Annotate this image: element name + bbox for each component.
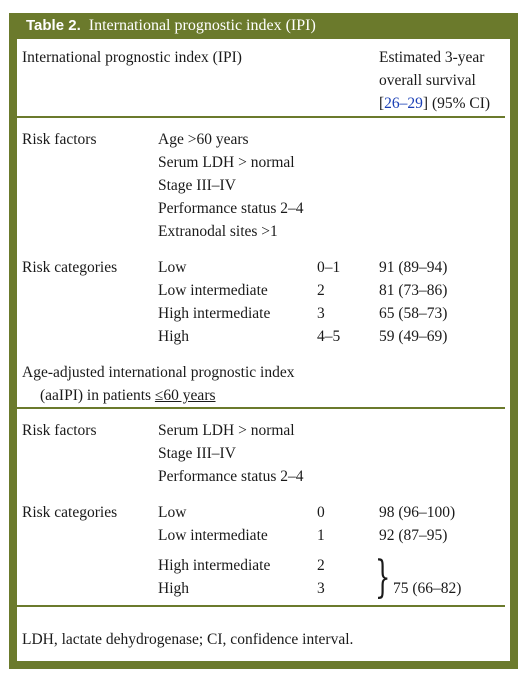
- ipi-category-survival: 91 (89–94): [379, 259, 448, 276]
- aaipi-risk-factors-label: Risk factors: [22, 422, 97, 439]
- aaipi-category-score: 2: [317, 557, 325, 574]
- aaipi-heading-line1: Age-adjusted international prognostic index: [22, 364, 295, 381]
- aaipi-category-score: 0: [317, 504, 325, 521]
- aaipi-risk-factor: Serum LDH > normal: [158, 422, 295, 439]
- ipi-category-score: 3: [317, 305, 325, 322]
- ipi-category-survival: 81 (73–86): [379, 282, 448, 299]
- ipi-risk-factor: Performance status 2–4: [158, 200, 304, 217]
- reference-link-26[interactable]: 26: [384, 95, 400, 112]
- curly-brace-icon: }: [375, 552, 391, 603]
- header-col2-line1: Estimated 3-year: [379, 49, 485, 66]
- aaipi-category-name: High: [158, 580, 189, 597]
- header-col2-line3: [26–29] (95% CI): [379, 95, 491, 112]
- header-col2-line2: overall survival: [379, 72, 476, 89]
- aaipi-risk-factor: Performance status 2–4: [158, 468, 304, 485]
- ipi-category-score: 4–5: [317, 328, 341, 345]
- ipi-category-score: 2: [317, 282, 325, 299]
- aaipi-category-survival: 92 (87–95): [379, 527, 448, 544]
- aaipi-category-score: 1: [317, 527, 325, 544]
- table-title-text: International prognostic index (IPI): [88, 17, 316, 34]
- ipi-category-name: Low intermediate: [158, 282, 268, 299]
- aaipi-heading-line2: (aaIPI) in patients ≤60 years: [40, 387, 216, 404]
- aaipi-category-score: 3: [317, 580, 325, 597]
- ipi-category-survival: 65 (58–73): [379, 305, 448, 322]
- table-title: [26, 17, 316, 35]
- aaipi-category-survival: 98 (96–100): [379, 504, 456, 521]
- aaipi-category-name: Low intermediate: [158, 527, 268, 544]
- table-footnote: LDH, lactate dehydrogenase; CI, confidence interval.: [22, 631, 354, 648]
- aaipi-risk-categories-label: Risk categories: [22, 504, 118, 521]
- ipi-risk-factor: Stage III–IV: [158, 177, 236, 194]
- reference-link-29[interactable]: 29: [407, 95, 423, 112]
- ipi-category-name: High intermediate: [158, 305, 271, 322]
- ipi-risk-factors-label: Risk factors: [22, 131, 97, 148]
- ipi-risk-factor: Age >60 years: [158, 131, 249, 148]
- ipi-risk-categories-label: Risk categories: [22, 259, 118, 276]
- ipi-category-score: 0–1: [317, 259, 341, 276]
- header-col1: International prognostic index (IPI): [22, 49, 242, 66]
- ipi-category-survival: 59 (49–69): [379, 328, 448, 345]
- ipi-risk-factor: Serum LDH > normal: [158, 154, 295, 171]
- aaipi-category-survival: 75 (66–82): [393, 580, 462, 597]
- aaipi-category-name: High intermediate: [158, 557, 271, 574]
- ipi-risk-factor: Extranodal sites >1: [158, 223, 278, 240]
- aaipi-rule: [17, 407, 505, 409]
- aaipi-risk-factor: Stage III–IV: [158, 445, 236, 462]
- ipi-category-name: Low: [158, 259, 187, 276]
- table-label: Table 2.: [26, 17, 81, 34]
- header-rule: [17, 116, 505, 118]
- footer-rule: [17, 605, 505, 607]
- aaipi-category-name: Low: [158, 504, 187, 521]
- ipi-category-name: High: [158, 328, 189, 345]
